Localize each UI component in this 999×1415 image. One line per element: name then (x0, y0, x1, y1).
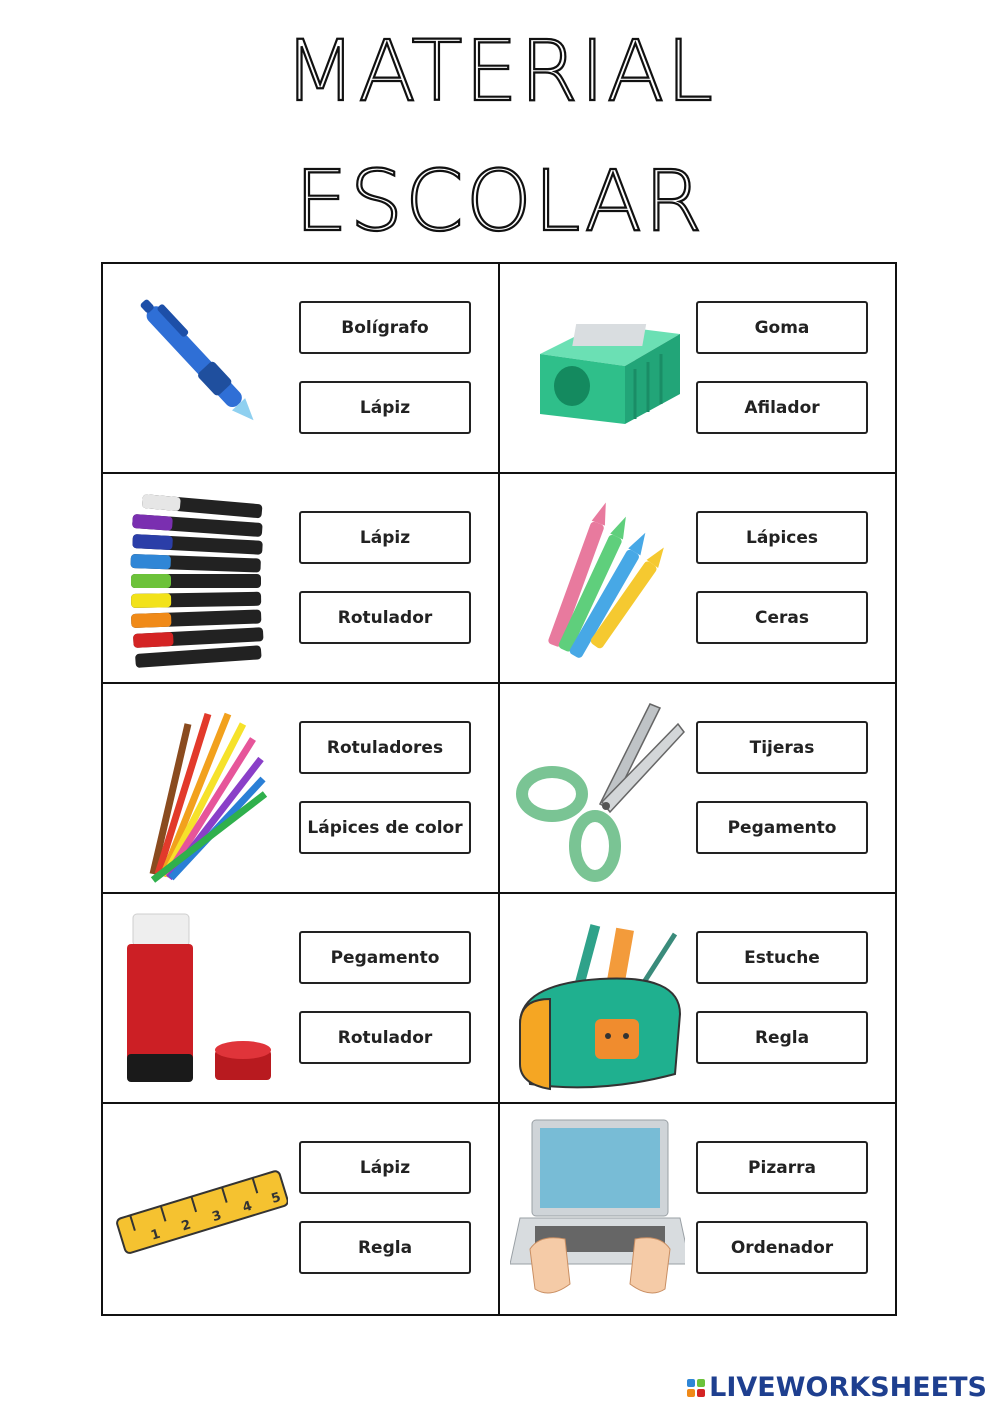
cell-markers (103, 474, 500, 684)
sharpener-image (510, 274, 685, 464)
option-lapiz-3[interactable]: Lápiz (299, 1141, 471, 1194)
cell-pen (103, 264, 500, 474)
cell-ruler (103, 1104, 500, 1314)
option-pizarra[interactable]: Pizarra (696, 1141, 868, 1194)
cell-colored-pencils (103, 684, 500, 894)
option-ceras[interactable]: Ceras (696, 591, 868, 644)
ruler-number: 1 (149, 1226, 163, 1244)
option-regla[interactable]: Regla (696, 1011, 868, 1064)
ruler-number: 2 (179, 1217, 193, 1235)
option-rotuladores[interactable]: Rotuladores (299, 721, 471, 774)
cell-scissors (500, 684, 897, 894)
option-lapiz-2[interactable]: Lápiz (299, 511, 471, 564)
option-afilador[interactable]: Afilador (696, 381, 868, 434)
option-ordenador[interactable]: Ordenador (696, 1221, 868, 1274)
scissors-image (510, 694, 685, 884)
option-boligrafo[interactable]: Bolígrafo (299, 301, 471, 354)
worksheet-grid (101, 262, 897, 1316)
option-lapiz[interactable]: Lápiz (299, 381, 471, 434)
cell-pencil-case (500, 894, 897, 1104)
option-estuche[interactable]: Estuche (696, 931, 868, 984)
laptop-image (510, 1114, 685, 1304)
cell-laptop (500, 1104, 897, 1314)
title-line-1: MATERIAL (283, 22, 716, 120)
option-lapices-de-color[interactable]: Lápices de color (299, 801, 471, 854)
pencil-case-image (510, 904, 685, 1094)
pen-image (113, 274, 288, 464)
option-rotulador-2[interactable]: Rotulador (299, 1011, 471, 1064)
brand-name: LIVEWORKSHEETS (709, 1372, 987, 1403)
markers-image (113, 484, 288, 674)
liveworksheets-logo-icon (687, 1379, 705, 1397)
ruler-number: 3 (210, 1208, 224, 1226)
option-tijeras[interactable]: Tijeras (696, 721, 868, 774)
title-line-2: ESCOLAR (294, 152, 705, 250)
ruler-number: 5 (269, 1189, 283, 1207)
option-goma[interactable]: Goma (696, 301, 868, 354)
option-pegamento-2[interactable]: Pegamento (299, 931, 471, 984)
option-regla-2[interactable]: Regla (299, 1221, 471, 1274)
cell-glue-stick (103, 894, 500, 1104)
option-lapices[interactable]: Lápices (696, 511, 868, 564)
glue-stick-image (113, 904, 288, 1094)
colored-pencils-image (113, 694, 288, 884)
crayons-image (510, 484, 685, 674)
brand-footer[interactable] (687, 1372, 987, 1403)
ruler-number: 4 (240, 1198, 254, 1216)
option-rotulador[interactable]: Rotulador (299, 591, 471, 644)
option-pegamento[interactable]: Pegamento (696, 801, 868, 854)
cell-crayons (500, 474, 897, 684)
ruler-image (113, 1114, 288, 1304)
cell-sharpener (500, 264, 897, 474)
